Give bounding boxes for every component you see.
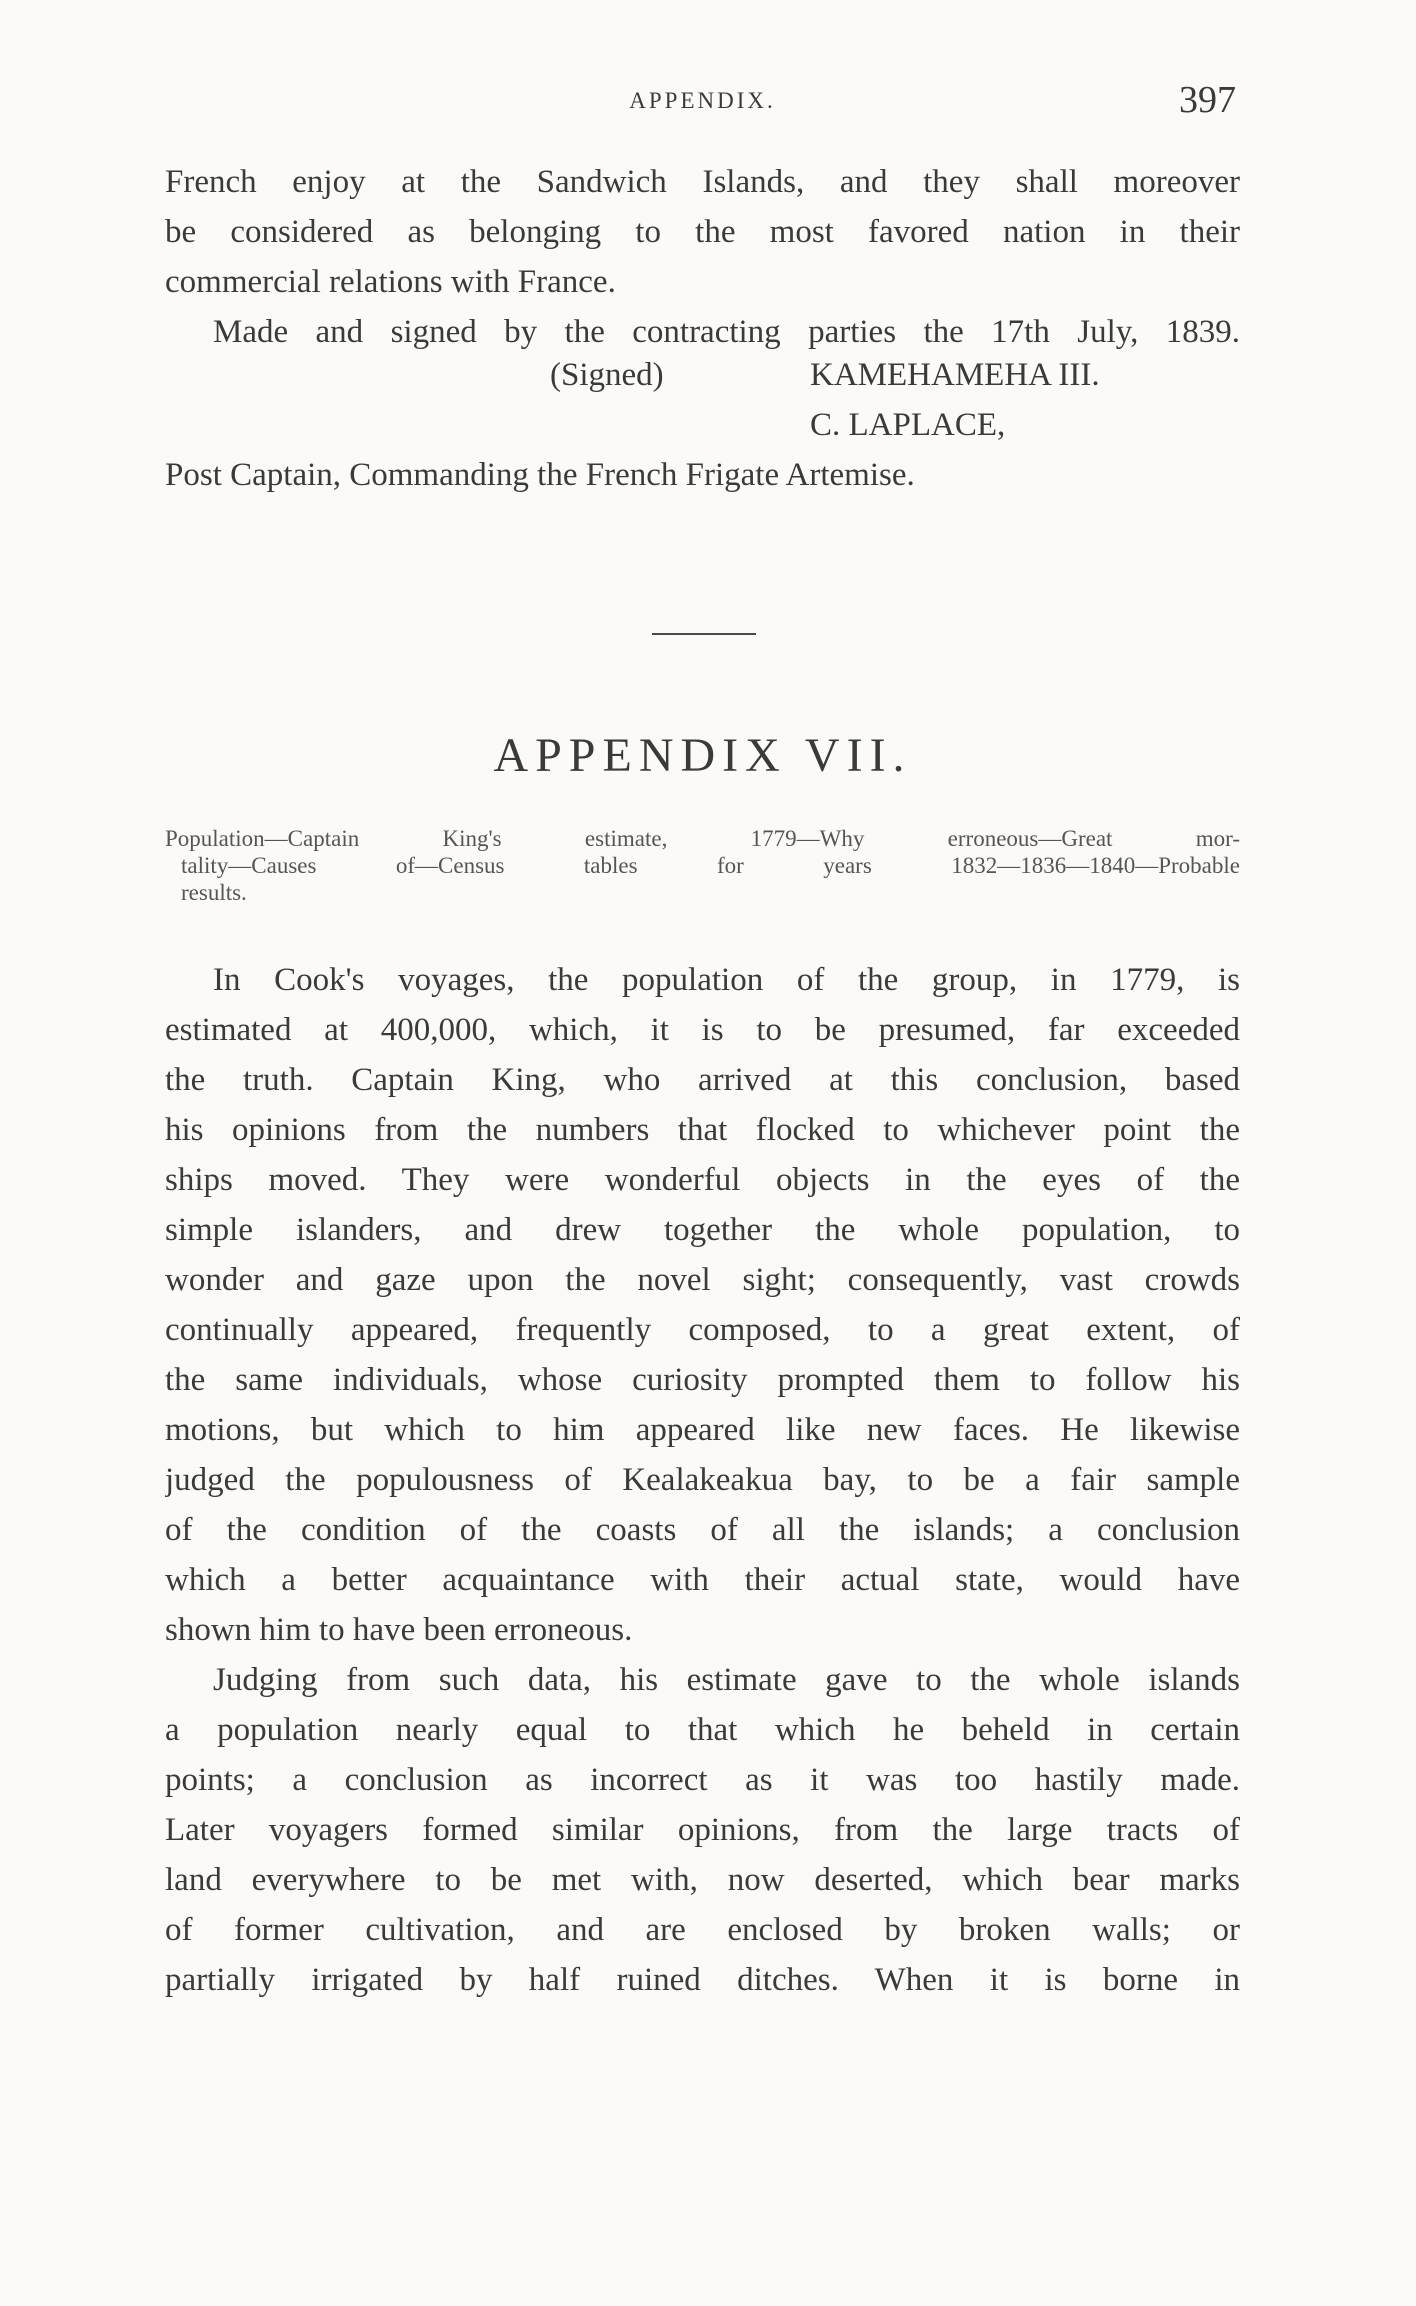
running-title: APPENDIX. <box>629 88 776 113</box>
text-line: French enjoy at the Sandwich Islands, and they shall moreover <box>165 164 1240 200</box>
text-line: commercial relations with France. <box>165 264 616 300</box>
text-line: simple islanders, and drew together the whole population, to <box>165 1212 1240 1248</box>
text-line: continually appeared, frequently composed, to a great extent, of <box>165 1312 1240 1348</box>
text-line: Judging from such data, his estimate gave to the whole islands <box>213 1662 1240 1698</box>
text-line: points; a conclusion as incorrect as it was too hastily made. <box>165 1762 1240 1798</box>
summary-line: results. <box>181 880 247 905</box>
summary-line: tality—Causes of—Census tables for years 1832—1836—1840—Probable <box>181 853 1240 878</box>
body-paragraph-1 <box>165 955 1240 1655</box>
text-line: of former cultivation, and are enclosed by broken walls; or <box>165 1912 1240 1948</box>
text-line: Later voyagers formed similar opinions, from the large tracts of <box>165 1812 1240 1848</box>
text-line: of the condition of the coasts of all the islands; a conclusion <box>165 1512 1240 1548</box>
text-line: be considered as belonging to the most favored nation in their <box>165 214 1240 250</box>
text-line: partially irrigated by half ruined ditches. When it is borne in <box>165 1962 1240 1998</box>
chapter-summary <box>165 825 1240 906</box>
text-line: land everywhere to be met with, now deserted, which bear marks <box>165 1862 1240 1898</box>
section-divider <box>652 633 756 635</box>
body-paragraph-2 <box>165 1655 1240 2005</box>
date-line: Made and signed by the contracting parties the 17th July, 1839. <box>213 314 1240 350</box>
text-line: his opinions from the numbers that flocked to whichever point the <box>165 1112 1240 1148</box>
text-line: estimated at 400,000, which, it is to be presumed, far exceeded <box>165 1012 1240 1048</box>
text-line: the same individuals, whose curiosity prompted them to follow his <box>165 1362 1240 1398</box>
text-line: wonder and gaze upon the novel sight; consequently, vast crowds <box>165 1262 1240 1298</box>
text-line: motions, but which to him appeared like new faces. He likewise <box>165 1412 1240 1448</box>
text-line: ships moved. They were wonderful objects in the eyes of the <box>165 1162 1240 1198</box>
text-line: the truth. Captain King, who arrived at this conclusion, based <box>165 1062 1240 1098</box>
text-line: which a better acquaintance with their actual state, would have <box>165 1562 1240 1598</box>
page-number: 397 <box>1179 79 1236 121</box>
signed-label: (Signed) <box>550 357 664 393</box>
signer-title: Post Captain, Commanding the French Frigate Artemise. <box>165 457 915 493</box>
text-line: In Cook's voyages, the population of the group, in 1779, is <box>213 962 1240 998</box>
text-line: shown him to have been erroneous. <box>165 1612 633 1648</box>
summary-line: Population—Captain King's estimate, 1779—Why erroneous—Great mor- <box>165 826 1240 851</box>
appendix-heading: APPENDIX VII. <box>493 729 912 782</box>
opening-paragraph <box>165 157 1240 357</box>
signer-laplace: C. LAPLACE, <box>810 407 1006 443</box>
text-line: a population nearly equal to that which he beheld in certain <box>165 1712 1240 1748</box>
signer-kamehameha: KAMEHAMEHA III. <box>810 357 1100 393</box>
text-line: judged the populousness of Kealakeakua bay, to be a fair sample <box>165 1462 1240 1498</box>
running-head <box>165 78 1240 128</box>
